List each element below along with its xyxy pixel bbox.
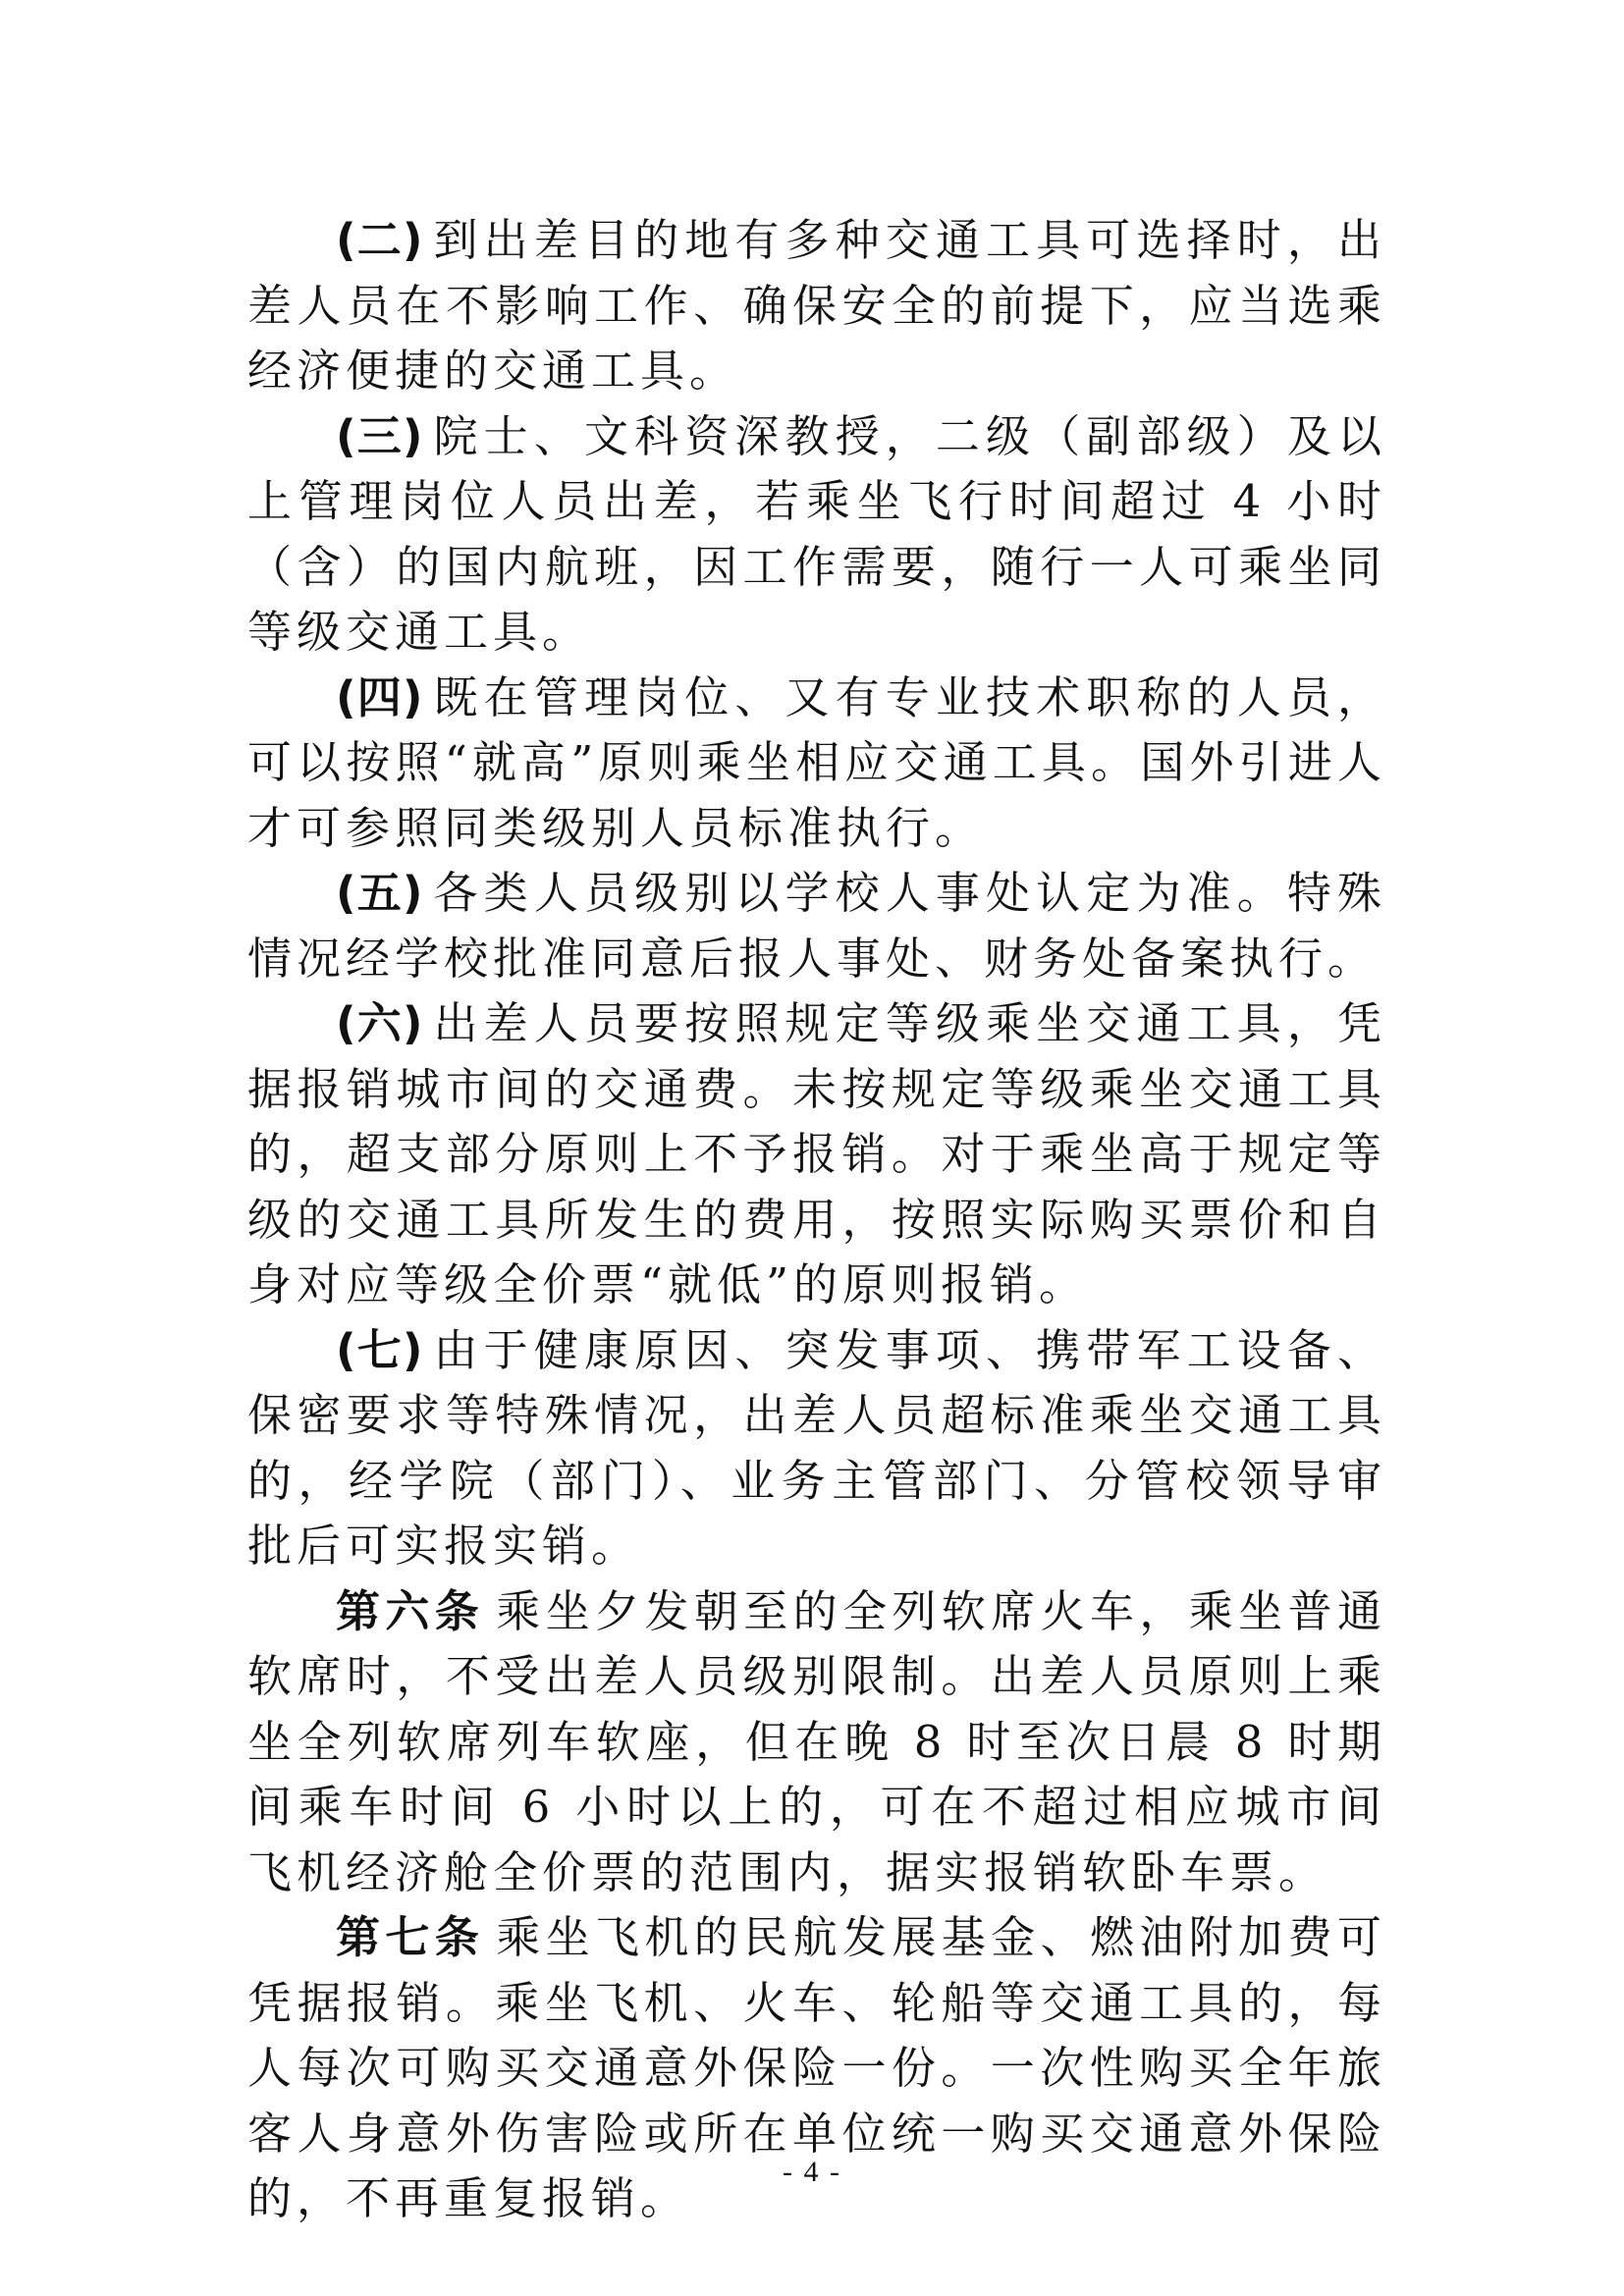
paragraph-text: 既在管理岗位、又有专业技术职称的人员，可以按照“就高”原则乘坐相应交通工具。国外引进人才可参照同类级别人员标准执行。 [247, 670, 1386, 854]
paragraph-text: 出差人员要按照规定等级乘坐交通工具，凭据报销城市间的交通费。未按规定等级乘坐交通工具的，超支部分原则上不予报销。对于乘坐高于规定等级的交通工具所发生的费用，按照实际购买票价和自身对应等级全价票“就低”的原则报销。 [247, 997, 1386, 1310]
item-label: (三) [336, 409, 423, 462]
item-label: (四) [336, 670, 423, 723]
paragraph-item-3 [247, 404, 1386, 666]
item-label: (五) [336, 867, 423, 919]
article-text: 乘坐飞机的民航发展基金、燃油附加费可凭据报销。乘坐飞机、火车、轮船等交通工具的，每人每次可购买交通意外保险一份。一次性购买全年旅客人身意外伤害险或所在单位统一购买交通意外保险的，不再重复报销。 [247, 1911, 1386, 2224]
article-label: 第七条 [336, 1911, 485, 1963]
paragraph-text: 由于健康原因、突发事项、携带军工设备、保密要求等特殊情况，出差人员超标准乘坐交通工具的，经学院（部门）、业务主管部门、分管校领导审批后可实报实销。 [247, 1323, 1386, 1572]
paragraph-item-2 [247, 208, 1386, 404]
paragraph-text: 院士、文科资深教授，二级（副部级）及以上管理岗位人员出差，若乘坐飞行时间超过 4 小时（含）的国内航班，因工作需要，随行一人可乘坐同等级交通工具。 [247, 409, 1386, 658]
item-label: (七) [336, 1323, 423, 1376]
article-text: 乘坐夕发朝至的全列软席火车，乘坐普通软席时，不受出差人员级别限制。出差人员原则上乘坐全列软席列车软座，但在晚 8 时至次日晨 8 时期间乘车时间 6 小时以上的，可在不超过相应城市间飞机经济舱全价票的范围内，据实报销软卧车票。 [247, 1584, 1386, 1898]
article-6 [247, 1579, 1386, 1906]
paragraph-item-4 [247, 666, 1386, 862]
paragraph-text: 各类人员级别以学校人事处认定为准。特殊情况经学校批准同意后报人事处、财务处备案执行。 [247, 867, 1386, 985]
document-body [247, 208, 1386, 2232]
item-label: (二) [336, 214, 423, 266]
paragraph-item-7 [247, 1318, 1386, 1579]
item-label: (六) [336, 997, 423, 1049]
paragraph-item-5 [247, 861, 1386, 991]
paragraph-item-6 [247, 991, 1386, 1318]
page-number: - 4 - [783, 2156, 841, 2188]
paragraph-text: 到出差目的地有多种交通工具可选择时，出差人员在不影响工作、确保安全的前提下，应当选乘经济便捷的交通工具。 [247, 214, 1386, 397]
article-label: 第六条 [336, 1584, 485, 1637]
